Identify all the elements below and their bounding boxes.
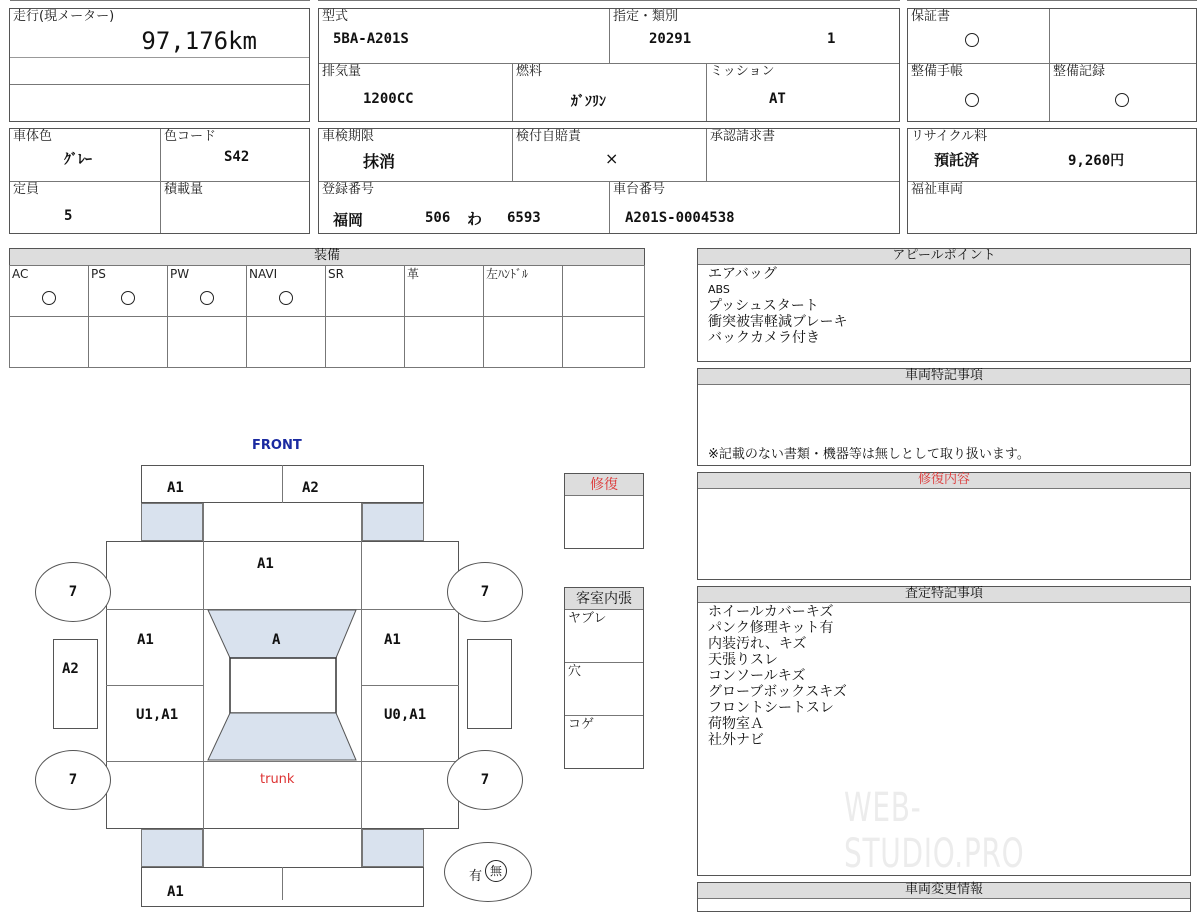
change-info-box — [697, 882, 1191, 912]
welfare-label: 福祉車両 — [911, 182, 964, 197]
interior-box — [564, 587, 644, 769]
assessment-box — [697, 586, 1191, 876]
rear-window-shape — [208, 713, 356, 760]
books-box — [907, 8, 1197, 122]
interior-row-1: 穴 — [568, 664, 582, 679]
maintenance-record-mark — [1115, 93, 1129, 107]
spare-none-label: 無 — [485, 860, 507, 882]
mileage-label: 走行(現メーター) — [13, 9, 115, 24]
equipment-empty-cell-3 — [246, 316, 326, 368]
mileage-value: 97,176km — [141, 27, 257, 55]
assessment-line-5: グローブボックスキズ — [708, 684, 847, 700]
rear-left-lamp — [141, 829, 203, 867]
equipment-mark-2 — [200, 291, 214, 305]
equipment-mark-1 — [121, 291, 135, 305]
equipment-mark-3 — [279, 291, 293, 305]
approval-label: 承認請求書 — [710, 129, 776, 144]
equipment-label-6: 左ﾊﾝﾄﾞﾙ — [486, 267, 529, 281]
front-bumper-right-grade: A2 — [302, 480, 319, 496]
maintenance-record-label: 整備記録 — [1053, 64, 1106, 79]
assessment-line-0: ホイールカバーキズ — [708, 604, 834, 620]
windshield-grade: A — [272, 632, 281, 648]
right-mirror-box — [467, 639, 512, 729]
assessment-line-2: 内装汚れ、キズ — [708, 636, 807, 652]
warranty-book-mark — [965, 33, 979, 47]
chassis-value: A201S-0004538 — [625, 210, 735, 226]
recycle-amount: 9,260円 — [1068, 153, 1125, 169]
windshield-shape — [208, 610, 356, 658]
car-diagram — [0, 430, 560, 900]
model-label: 型式 — [322, 9, 349, 24]
interior-title: 客室内張 — [565, 588, 643, 610]
equipment-label-2: PW — [170, 267, 190, 281]
interior-row-2: コゲ — [568, 717, 595, 732]
registration-kana: わ — [467, 210, 483, 228]
recycle-box — [907, 128, 1197, 234]
color-box — [9, 128, 310, 234]
equipment-mark-0 — [42, 291, 56, 305]
front-label: FRONT — [252, 438, 302, 453]
equipment-cell-4 — [325, 265, 405, 317]
assessment-line-6: フロントシートスレ — [708, 700, 834, 716]
maintenance-book-mark — [965, 93, 979, 107]
change-info-title: 車両変更情報 — [698, 883, 1190, 899]
spare-tire — [444, 842, 532, 902]
warranty-book-label: 保証書 — [911, 9, 951, 24]
equipment-empty-cell-2 — [167, 316, 247, 368]
color-code-label: 色コード — [164, 129, 217, 144]
transmission-label: ミッション — [710, 64, 775, 79]
fuel-label: 燃料 — [516, 64, 543, 79]
equipment-title: 装備 — [10, 249, 644, 266]
mileage-box — [9, 8, 310, 122]
equipment-label-1: PS — [91, 267, 106, 281]
registration-region: 福岡 — [333, 211, 364, 229]
specs-box — [318, 8, 900, 122]
appeal-line-0: エアバッグ — [708, 266, 777, 282]
equipment-label-3: NAVI — [249, 267, 278, 281]
assessment-line-3: 天張りスレ — [708, 652, 778, 668]
equipment-cell-1 — [88, 265, 168, 317]
equipment-cell-6 — [483, 265, 563, 317]
assessment-line-1: パンク修理キット有 — [708, 620, 834, 636]
equipment-extra-cell-bottom — [562, 316, 645, 368]
left-mirror-box — [53, 639, 98, 729]
roof-shape — [230, 658, 336, 713]
color-code-value: S42 — [224, 149, 250, 165]
vehicle-notes-footer: ※記載のない書類・機器等は無しとして取り扱います。 — [708, 447, 1030, 462]
assessment-title: 査定特記事項 — [698, 587, 1190, 603]
inspection-value: 抹消 — [363, 152, 396, 171]
inspection-label: 車検期限 — [322, 129, 375, 144]
equipment-label-5: 革 — [407, 267, 420, 281]
appeal-line-4: バックカメラ付き — [708, 330, 820, 346]
registration-number: 6593 — [507, 210, 541, 226]
hood-grade: A1 — [257, 556, 274, 572]
equipment-empty-cell-4 — [325, 316, 405, 368]
right-doors-grade: U0,A1 — [384, 707, 427, 723]
equipment-empty-cell-1 — [88, 316, 168, 368]
equipment-empty-cell-5 — [404, 316, 484, 368]
registration-class: 506 — [425, 210, 451, 226]
assessment-line-7: 荷物室Ａ — [708, 716, 764, 732]
vehicle-notes-box — [697, 368, 1191, 466]
tire-front-right: 7 — [447, 562, 523, 622]
appeal-line-2: プッシュスタート — [708, 298, 819, 314]
equipment-empty-cell-0 — [9, 316, 89, 368]
chassis-label: 車台番号 — [613, 182, 666, 197]
interior-row-0: ヤブレ — [568, 611, 607, 626]
repair-title: 修復 — [565, 474, 643, 496]
repair-details-title: 修復内容 — [698, 473, 1190, 489]
appeal-line-3: 衝突被害軽減ブレーキ — [708, 314, 848, 330]
tire-rear-right: 7 — [447, 750, 523, 810]
capacity-label: 定員 — [13, 182, 40, 197]
registration-box — [318, 128, 900, 234]
rear-bumper-left-grade: A1 — [167, 884, 184, 900]
front-right-fender-grade: A1 — [384, 632, 401, 648]
left-mirror-grade: A2 — [62, 661, 79, 677]
fuel-value: ｶﾞｿﾘﾝ — [571, 94, 606, 110]
equipment-empty-cell-6 — [483, 316, 563, 368]
designation-value2: 1 — [827, 31, 836, 47]
model-value: 5BA-A201S — [333, 31, 409, 47]
repair-box — [564, 473, 644, 549]
assessment-line-4: コンソールキズ — [708, 668, 806, 684]
body-color-value: ｸﾞﾚｰ — [64, 152, 92, 168]
appeal-box — [697, 248, 1191, 362]
equipment-label-4: SR — [328, 267, 344, 281]
recycle-status: 預託済 — [934, 151, 980, 169]
body-color-label: 車体色 — [13, 129, 53, 144]
designation-value1: 20291 — [649, 31, 692, 47]
displacement-label: 排気量 — [322, 64, 362, 79]
equipment-cell-0 — [9, 265, 89, 317]
registration-label: 登録番号 — [322, 182, 375, 197]
tire-front-left: 7 — [35, 562, 111, 622]
equipment-cell-5 — [404, 265, 484, 317]
appeal-line-1: ABS — [708, 283, 730, 296]
assessment-line-8: 社外ナビ — [708, 732, 764, 748]
equipment-label-0: AC — [12, 267, 29, 281]
appeal-title: アピールポイント — [698, 249, 1190, 265]
insurance-label: 検付自賠責 — [516, 129, 582, 144]
left-doors-grade: U1,A1 — [136, 707, 179, 723]
transmission-value: AT — [769, 91, 786, 107]
recycle-label: リサイクル料 — [911, 129, 988, 144]
tire-rear-left: 7 — [35, 750, 111, 810]
equipment-extra-cell-top — [562, 265, 645, 317]
spare-exists-label: 有 — [469, 869, 483, 884]
displacement-value: 1200CC — [363, 91, 414, 107]
front-left-fender-grade: A1 — [137, 632, 154, 648]
repair-details-box — [697, 472, 1191, 580]
insurance-value: × — [605, 149, 619, 168]
equipment-cell-2 — [167, 265, 247, 317]
equipment-cell-3 — [246, 265, 326, 317]
trunk-label: trunk — [260, 772, 295, 787]
maintenance-book-label: 整備手帳 — [911, 64, 964, 79]
capacity-value: 5 — [64, 208, 73, 224]
front-bumper-left-grade: A1 — [167, 480, 184, 496]
rear-right-lamp — [362, 829, 424, 867]
load-capacity-label: 積載量 — [164, 182, 204, 197]
watermark: WEB-STUDIO.PRO — [844, 785, 1025, 877]
designation-label: 指定・類別 — [613, 9, 679, 24]
vehicle-notes-title: 車両特記事項 — [698, 369, 1190, 385]
